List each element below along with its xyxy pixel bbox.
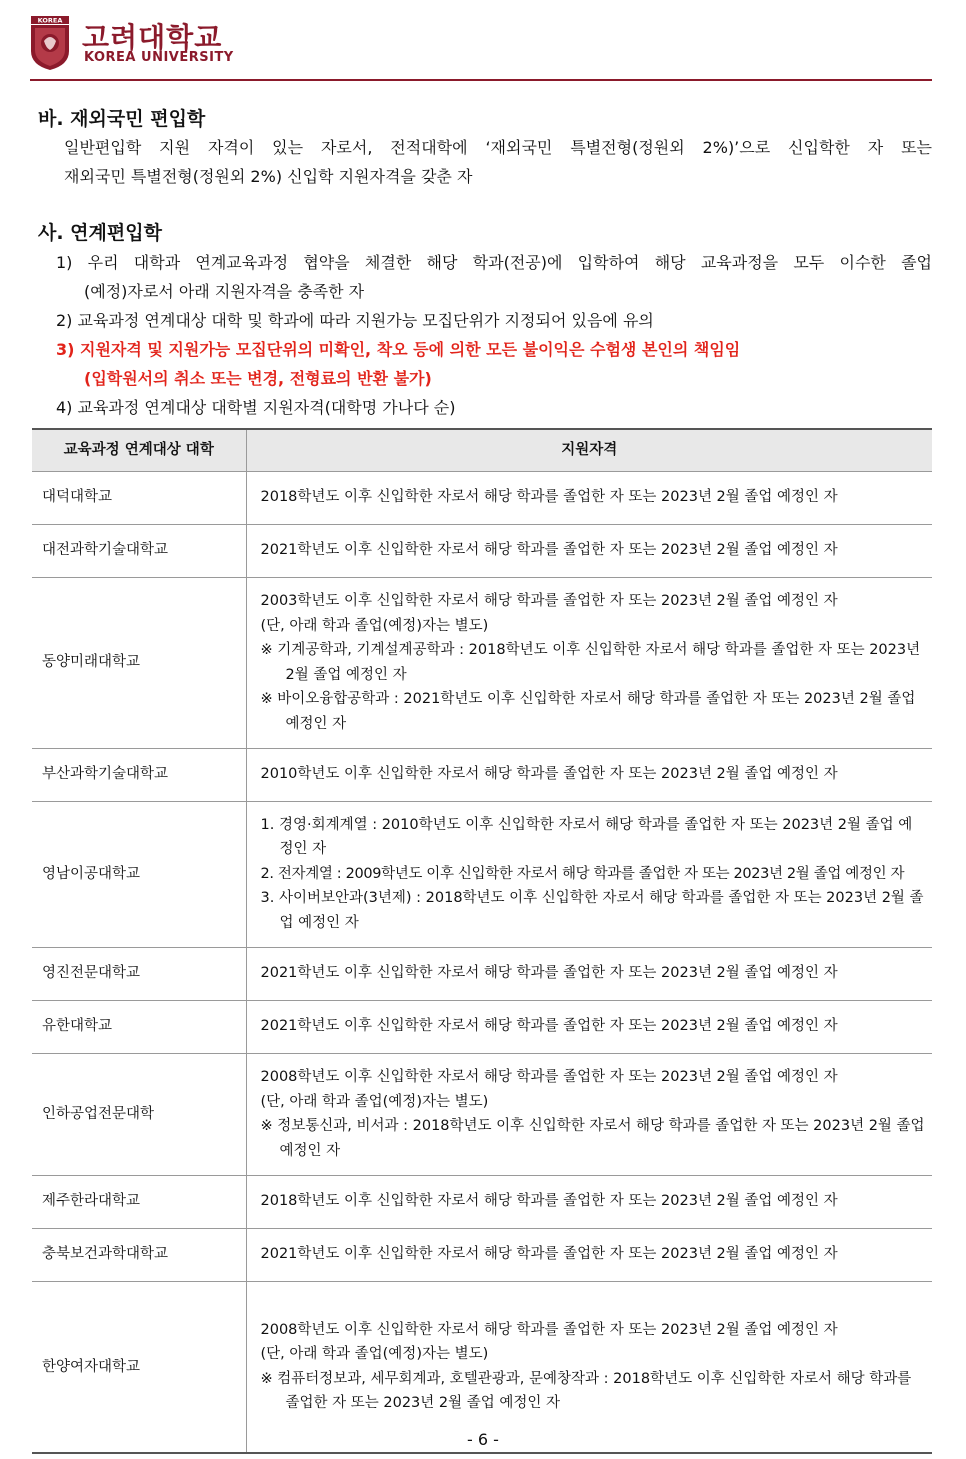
overseas-text-line1: 일반편입학 지원 자격이 있는 자로서, 전적대학에 ‘재외국민 특별전형(정원외 2%)’으로 신입학한 자 또는 [64, 138, 932, 157]
eligibility-cell [246, 801, 932, 947]
table-row [32, 1228, 932, 1281]
eligibility-text: 2018학년도 이후 신입학한 자로서 해당 학과를 졸업한 자 또는 2023년 2월 졸업 예정인 자 [246, 471, 932, 524]
university-name: 인하공업전문대학 [32, 1053, 246, 1175]
table-row [32, 1175, 932, 1228]
eligibility-text: 2021학년도 이후 신입학한 자로서 해당 학과를 졸업한 자 또는 2023년 2월 졸업 예정인 자 [246, 947, 932, 1000]
svg-text:KOREA: KOREA [37, 16, 63, 25]
eligibility-exception-note: (단, 아래 학과 졸업(예정)자는 별도) [260, 1346, 489, 1363]
table-row [32, 748, 932, 801]
eligibility-item: 2. 전자계열 : 2009학년도 이후 신입학한 자로서 해당 학과를 졸업한 자 또는 2023년 2월 졸업 예정인 자 [260, 865, 905, 882]
eligibility-cell [246, 577, 932, 748]
eligibility-text: 2021학년도 이후 신입학한 자로서 해당 학과를 졸업한 자 또는 2023년 2월 졸업 예정인 자 [246, 524, 932, 577]
table-row [32, 1053, 932, 1175]
linked-item3-note: (입학원서의 취소 또는 변경, 전형료의 반환 불가) [84, 369, 432, 388]
table-row [32, 524, 932, 577]
header-eligibility: 지원자격 [246, 429, 932, 471]
university-name: 유한대학교 [32, 1000, 246, 1053]
eligibility-cell [246, 1053, 932, 1175]
university-logo-english: KOREA UNIVERSITY [84, 50, 234, 65]
page-number: - 6 - [467, 1430, 499, 1449]
table-row [32, 801, 932, 947]
table-row [32, 471, 932, 524]
section-title-linked: 사. 연계편입학 [38, 222, 162, 244]
eligibility-exception-item: ※ 정보통신과, 비서과 : 2018학년도 이후 신입학한 자로서 해당 학과를 졸업한 자 또는 2023년 2월 졸업 예정인 자 [260, 1118, 925, 1159]
table-row [32, 577, 932, 748]
eligibility-text: 2018학년도 이후 신입학한 자로서 해당 학과를 졸업한 자 또는 2023년 2월 졸업 예정인 자 [246, 1175, 932, 1228]
eligibility-cell [246, 1281, 932, 1453]
eligibility-item: 3. 사이버보안과(3년제) : 2018학년도 이후 신입학한 자로서 해당 학과를 졸업한 자 또는 2023년 2월 졸업 예정인 자 [260, 890, 924, 931]
linked-item3-warning: 3) 지원자격 및 지원가능 모집단위의 미확인, 착오 등에 의한 모든 불이익은 수험생 본인의 책임임 [56, 340, 741, 359]
eligibility-text: 2008학년도 이후 신입학한 자로서 해당 학과를 졸업한 자 또는 2023년 2월 졸업 예정인 자 [260, 1321, 838, 1338]
header-university: 교육과정 연계대상 대학 [32, 429, 246, 471]
university-name: 한양여자대학교 [32, 1281, 246, 1453]
eligibility-text: 2008학년도 이후 신입학한 자로서 해당 학과를 졸업한 자 또는 2023년 2월 졸업 예정인 자 [260, 1069, 838, 1085]
section-title-overseas: 바. 재외국민 편입학 [38, 108, 206, 130]
university-name: 영진전문대학교 [32, 947, 246, 1000]
eligibility-exception-item: ※ 컴퓨터정보과, 세무회계과, 호텔관광과, 문예창작과 : 2018학년도 이후 신입학한 자로서 해당 학과를 졸업한 자 또는 2023년 2월 졸업 예정인 자 [260, 1370, 912, 1412]
university-name: 동양미래대학교 [32, 577, 246, 748]
eligibility-text: 2021학년도 이후 신입학한 자로서 해당 학과를 졸업한 자 또는 2023년 2월 졸업 예정인 자 [246, 1000, 932, 1053]
eligibility-text: 2003학년도 이후 신입학한 자로서 해당 학과를 졸업한 자 또는 2023년 2월 졸업 예정인 자 [260, 593, 838, 609]
university-logo-korean: 고려대학교 [82, 21, 223, 54]
linked-item2: 2) 교육과정 연계대상 대학 및 학과에 따라 지원가능 모집단위가 지정되어 있음에 유의 [56, 311, 654, 330]
university-name: 충북보건과학대학교 [32, 1228, 246, 1281]
eligibility-exception-item: ※ 바이오융합공학과 : 2021학년도 이후 신입학한 자로서 해당 학과를 졸업한 자 또는 2023년 2월 졸업 예정인 자 [260, 691, 916, 732]
table-row [32, 1000, 932, 1053]
overseas-text-line2: 재외국민 특별전형(정원외 2%) 신입학 지원자격을 갖춘 자 [64, 167, 473, 186]
table-row [32, 947, 932, 1000]
linked-item4: 4) 교육과정 연계대상 대학별 지원자격(대학명 가나다 순) [56, 398, 456, 417]
eligibility-text: 2010학년도 이후 신입학한 자로서 해당 학과를 졸업한 자 또는 2023년 2월 졸업 예정인 자 [246, 748, 932, 801]
eligibility-text: 2021학년도 이후 신입학한 자로서 해당 학과를 졸업한 자 또는 2023년 2월 졸업 예정인 자 [246, 1228, 932, 1281]
university-name: 대덕대학교 [32, 471, 246, 524]
eligibility-exception-note: (단, 아래 학과 졸업(예정)자는 별도) [260, 1093, 489, 1110]
table-row [32, 1281, 932, 1453]
header-divider [30, 79, 932, 81]
university-name: 부산과학기술대학교 [32, 748, 246, 801]
linked-item1-line2: (예정)자로서 아래 지원자격을 충족한 자 [84, 282, 365, 301]
table-header-row [32, 429, 932, 471]
linked-item1-line1: 1) 우리 대학과 연계교육과정 협약을 체결한 해당 학과(전공)에 입학하여 해당 교육과정을 모두 이수한 졸업 [56, 253, 932, 272]
eligibility-exception-note: (단, 아래 학과 졸업(예정)자는 별도) [260, 617, 489, 634]
page-header [30, 12, 932, 82]
linked-university-table [32, 428, 932, 1454]
university-name: 제주한라대학교 [32, 1175, 246, 1228]
eligibility-item: 1. 경영·회계계열 : 2010학년도 이후 신입학한 자로서 해당 학과를 졸업한 자 또는 2023년 2월 졸업 예정인 자 [260, 816, 913, 858]
university-seal-icon [30, 15, 70, 71]
university-name: 영남이공대학교 [32, 801, 246, 947]
university-name: 대전과학기술대학교 [32, 524, 246, 577]
eligibility-exception-item: ※ 기계공학과, 기계설계공학과 : 2018학년도 이후 신입학한 자로서 해당 학과를 졸업한 자 또는 2023년 2월 졸업 예정인 자 [260, 642, 921, 683]
